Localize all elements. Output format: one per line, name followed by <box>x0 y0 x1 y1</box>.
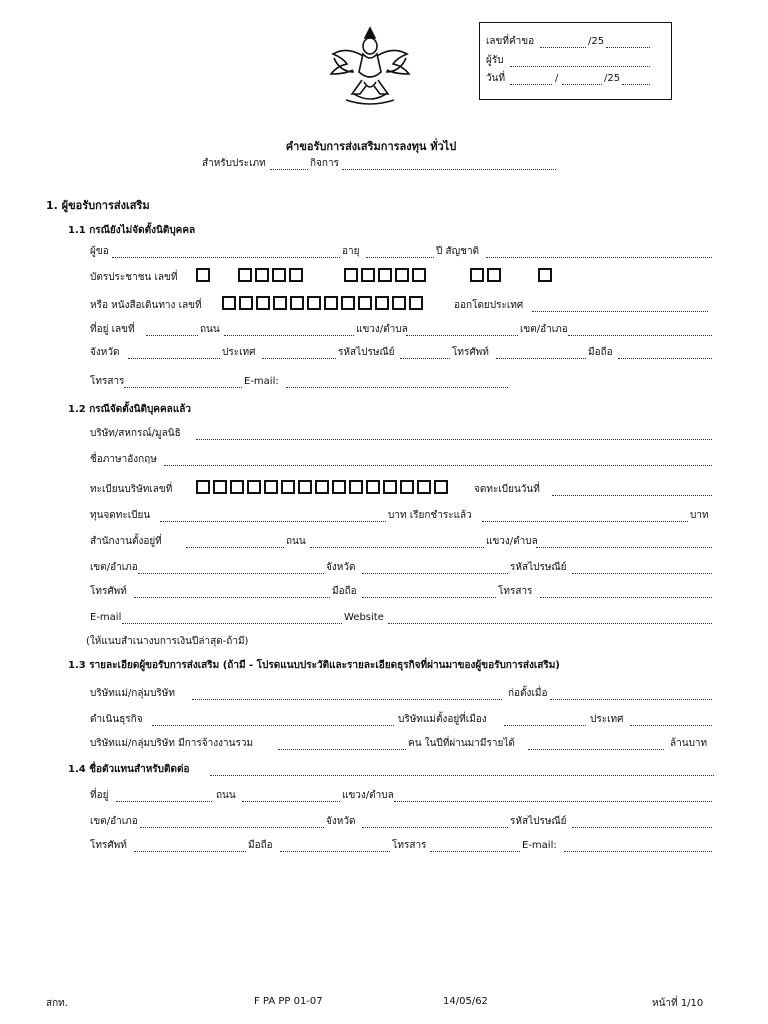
parent-employment-field[interactable] <box>278 749 406 750</box>
website-field[interactable] <box>388 623 712 624</box>
contact-subdistrict-label: แขวง/ตำบล <box>342 790 394 801</box>
office-subdistrict-label: แขวง/ตำบล <box>486 536 538 547</box>
footer-page-number: หน้าที่ 1/10 <box>652 998 704 1009</box>
subtitle-mid: กิจการ <box>310 158 339 169</box>
office-mobile-label: มือถือ <box>332 586 357 597</box>
form-title: คำขอรับการส่งเสริมการลงทุน ทั่วไป <box>285 140 457 153</box>
office-fax-field[interactable] <box>540 597 712 598</box>
office-district-field[interactable] <box>138 573 324 574</box>
age-field[interactable] <box>366 257 434 258</box>
id-card-group-5[interactable] <box>538 268 552 282</box>
garuda-emblem <box>326 22 414 108</box>
company-label: บริษัท/สหกรณ์/มูลนิธิ <box>90 428 181 439</box>
footer-form-code: F PA PP 01-07 <box>254 996 323 1007</box>
subdistrict-field[interactable] <box>406 335 518 336</box>
road-field[interactable] <box>224 335 354 336</box>
type-field[interactable] <box>270 169 308 170</box>
issued-by-label: ออกโดยประเทศ <box>454 300 524 311</box>
office-field[interactable] <box>186 547 284 548</box>
id-card-label: บัตรประชาชน เลขที่ <box>90 272 178 283</box>
section1-heading: 1. ผู้ขอรับการส่งเสริม <box>46 199 150 212</box>
district-field[interactable] <box>568 335 712 336</box>
address-field[interactable] <box>146 335 198 336</box>
id-card-group-3[interactable] <box>344 268 426 282</box>
baht-label: บาท <box>690 510 709 521</box>
parent-city-label: บริษัทแม่ตั้งอยู่ที่เมือง <box>398 714 487 725</box>
persons-income-label: คน ในปีที่ผ่านมามีรายได้ <box>408 738 515 749</box>
postcode-label: รหัสไปรษณีย์ <box>338 347 395 358</box>
age-label: อายุ <box>342 246 360 257</box>
office-email-label: E-mail <box>90 612 122 623</box>
province-label: จังหวัด <box>90 347 120 358</box>
contact-road-label: ถนน <box>216 790 236 801</box>
business-type-field[interactable] <box>342 169 556 170</box>
ref-no-label: เลขที่คำขอ <box>486 36 535 47</box>
contact-district-label: เขต/อำเภอ <box>90 816 138 827</box>
contact-postcode-label: รหัสไปรษณีย์ <box>510 816 567 827</box>
paid-field[interactable] <box>482 521 688 522</box>
phone-label: โทรศัพท์ <box>452 347 489 358</box>
issued-by-field[interactable] <box>532 311 708 312</box>
district-label: เขต/อำเภอ <box>520 324 568 335</box>
ref-no-suffix: /25 <box>588 36 605 47</box>
contact-province-field[interactable] <box>362 827 508 828</box>
office-postcode-field[interactable] <box>572 573 712 574</box>
contact-province-label: จังหวัด <box>326 816 356 827</box>
contact-mobile-field[interactable] <box>280 851 390 852</box>
applicant-field[interactable] <box>112 257 340 258</box>
road-label: ถนน <box>200 324 220 335</box>
reg-no-boxes[interactable] <box>196 480 448 494</box>
parent-city-field[interactable] <box>504 725 586 726</box>
contact-phone-field[interactable] <box>134 851 246 852</box>
website-label: Website <box>344 612 384 623</box>
company-field[interactable] <box>196 439 712 440</box>
ref-no-year-field[interactable] <box>606 47 650 48</box>
email-field[interactable] <box>286 387 508 388</box>
contact-district-field[interactable] <box>140 827 324 828</box>
footer-date: 14/05/62 <box>443 996 488 1007</box>
subdistrict-label: แขวง/ตำบล <box>356 324 408 335</box>
parent-label: บริษัทแม่/กลุ่มบริษัท <box>90 688 175 699</box>
parent-country-field[interactable] <box>630 725 712 726</box>
office-subdistrict-field[interactable] <box>536 547 712 548</box>
phone-field[interactable] <box>496 358 586 359</box>
footer-org: สกท. <box>46 998 68 1009</box>
office-province-label: จังหวัด <box>326 562 356 573</box>
financial-note: (ให้แนบสำเนางบการเงินปีล่าสุด-ถ้ามี) <box>86 636 249 647</box>
office-email-field[interactable] <box>122 623 342 624</box>
contact-email-label: E-mail: <box>522 840 557 851</box>
office-mobile-field[interactable] <box>362 597 496 598</box>
parent-employment-label: บริษัทแม่/กลุ่มบริษัท มีการจ้างงานรวม <box>90 738 254 749</box>
applicant-label: ผู้ขอ <box>90 246 109 257</box>
founded-field[interactable] <box>550 699 712 700</box>
reg-date-field[interactable] <box>552 495 712 496</box>
founded-label: ก่อตั้งเมื่อ <box>508 688 548 699</box>
parent-field[interactable] <box>192 699 502 700</box>
income-field[interactable] <box>528 749 664 750</box>
s12-heading: 1.2 กรณีจัดตั้งนิติบุคคลแล้ว <box>68 404 192 415</box>
date-month-field[interactable] <box>562 84 602 85</box>
nationality-label: ปี สัญชาติ <box>436 246 480 257</box>
fax-field[interactable] <box>124 387 242 388</box>
contact-email-field[interactable] <box>564 851 712 852</box>
contact-address-label: ที่อยู่ <box>90 790 109 801</box>
contact-postcode-field[interactable] <box>572 827 712 828</box>
receiver-label: ผู้รับ <box>486 55 504 66</box>
id-card-group-2[interactable] <box>238 268 303 282</box>
email-label: E-mail: <box>244 376 279 387</box>
paid-label: บาท เรียกชำระแล้ว <box>388 510 472 521</box>
office-postcode-label: รหัสไปรษณีย์ <box>510 562 567 573</box>
reg-no-label: ทะเบียนบริษัทเลขที่ <box>90 484 173 495</box>
reference-box <box>479 22 672 100</box>
s13-heading: 1.3 รายละเอียดผู้ขอรับการส่งเสริม (ถ้ามี - โปรดแนบประวัติและรายละเอียดธุรกิจที่ผ่านมาของผู้ขอรับการส่งเสริม) <box>68 660 560 671</box>
passport-label: หรือ หนังสือเดินทาง เลขที่ <box>90 300 202 311</box>
s14-heading: 1.4 ชื่อตัวแทนสำหรับติดต่อ <box>68 764 190 775</box>
contact-mobile-label: มือถือ <box>248 840 273 851</box>
receiver-field[interactable] <box>510 66 650 67</box>
english-name-label: ชื่อภาษาอังกฤษ <box>90 454 157 465</box>
office-road-label: ถนน <box>286 536 306 547</box>
country-label: ประเทศ <box>222 347 256 358</box>
id-card-group-1[interactable] <box>196 268 210 282</box>
nationality-field[interactable] <box>486 257 712 258</box>
office-phone-field[interactable] <box>134 597 330 598</box>
date-suffix: /25 <box>604 73 621 84</box>
address-label: ที่อยู่ เลขที่ <box>90 324 135 335</box>
country-field[interactable] <box>262 358 336 359</box>
business-label: ดำเนินธุรกิจ <box>90 714 143 725</box>
mobile-label: มือถือ <box>588 347 613 358</box>
date-label: วันที่ <box>486 73 506 84</box>
date-day-field[interactable] <box>510 84 552 85</box>
postcode-field[interactable] <box>400 358 450 359</box>
date-separator: / <box>555 73 559 84</box>
contact-fax-field[interactable] <box>430 851 520 852</box>
office-label: สำนักงานตั้งอยู่ที่ <box>90 536 162 547</box>
passport-boxes[interactable] <box>222 296 423 310</box>
date-year-field[interactable] <box>622 84 650 85</box>
capital-field[interactable] <box>160 521 386 522</box>
office-road-field[interactable] <box>310 547 484 548</box>
reg-date-label: จดทะเบียนวันที่ <box>474 484 540 495</box>
subtitle-prefix: สำหรับประเภท <box>202 158 266 169</box>
parent-country-label: ประเทศ <box>590 714 624 725</box>
contact-road-field[interactable] <box>242 801 340 802</box>
contact-fax-label: โทรสาร <box>392 840 427 851</box>
business-field[interactable] <box>152 725 394 726</box>
id-card-group-4[interactable] <box>470 268 501 282</box>
contact-phone-label: โทรศัพท์ <box>90 840 127 851</box>
contact-address-field[interactable] <box>116 801 212 802</box>
million-baht-label: ล้านบาท <box>670 738 708 749</box>
office-fax-label: โทรสาร <box>498 586 533 597</box>
province-field[interactable] <box>128 358 220 359</box>
mobile-field[interactable] <box>618 358 712 359</box>
contact-name-field[interactable] <box>210 775 714 776</box>
english-name-field[interactable] <box>164 465 712 466</box>
ref-no-field[interactable] <box>540 47 586 48</box>
contact-subdistrict-field[interactable] <box>394 801 712 802</box>
s11-heading: 1.1 กรณียังไม่จัดตั้งนิติบุคคล <box>68 225 196 236</box>
office-district-label: เขต/อำเภอ <box>90 562 138 573</box>
office-province-field[interactable] <box>362 573 508 574</box>
fax-label: โทรสาร <box>90 376 125 387</box>
office-phone-label: โทรศัพท์ <box>90 586 127 597</box>
capital-label: ทุนจดทะเบียน <box>90 510 151 521</box>
